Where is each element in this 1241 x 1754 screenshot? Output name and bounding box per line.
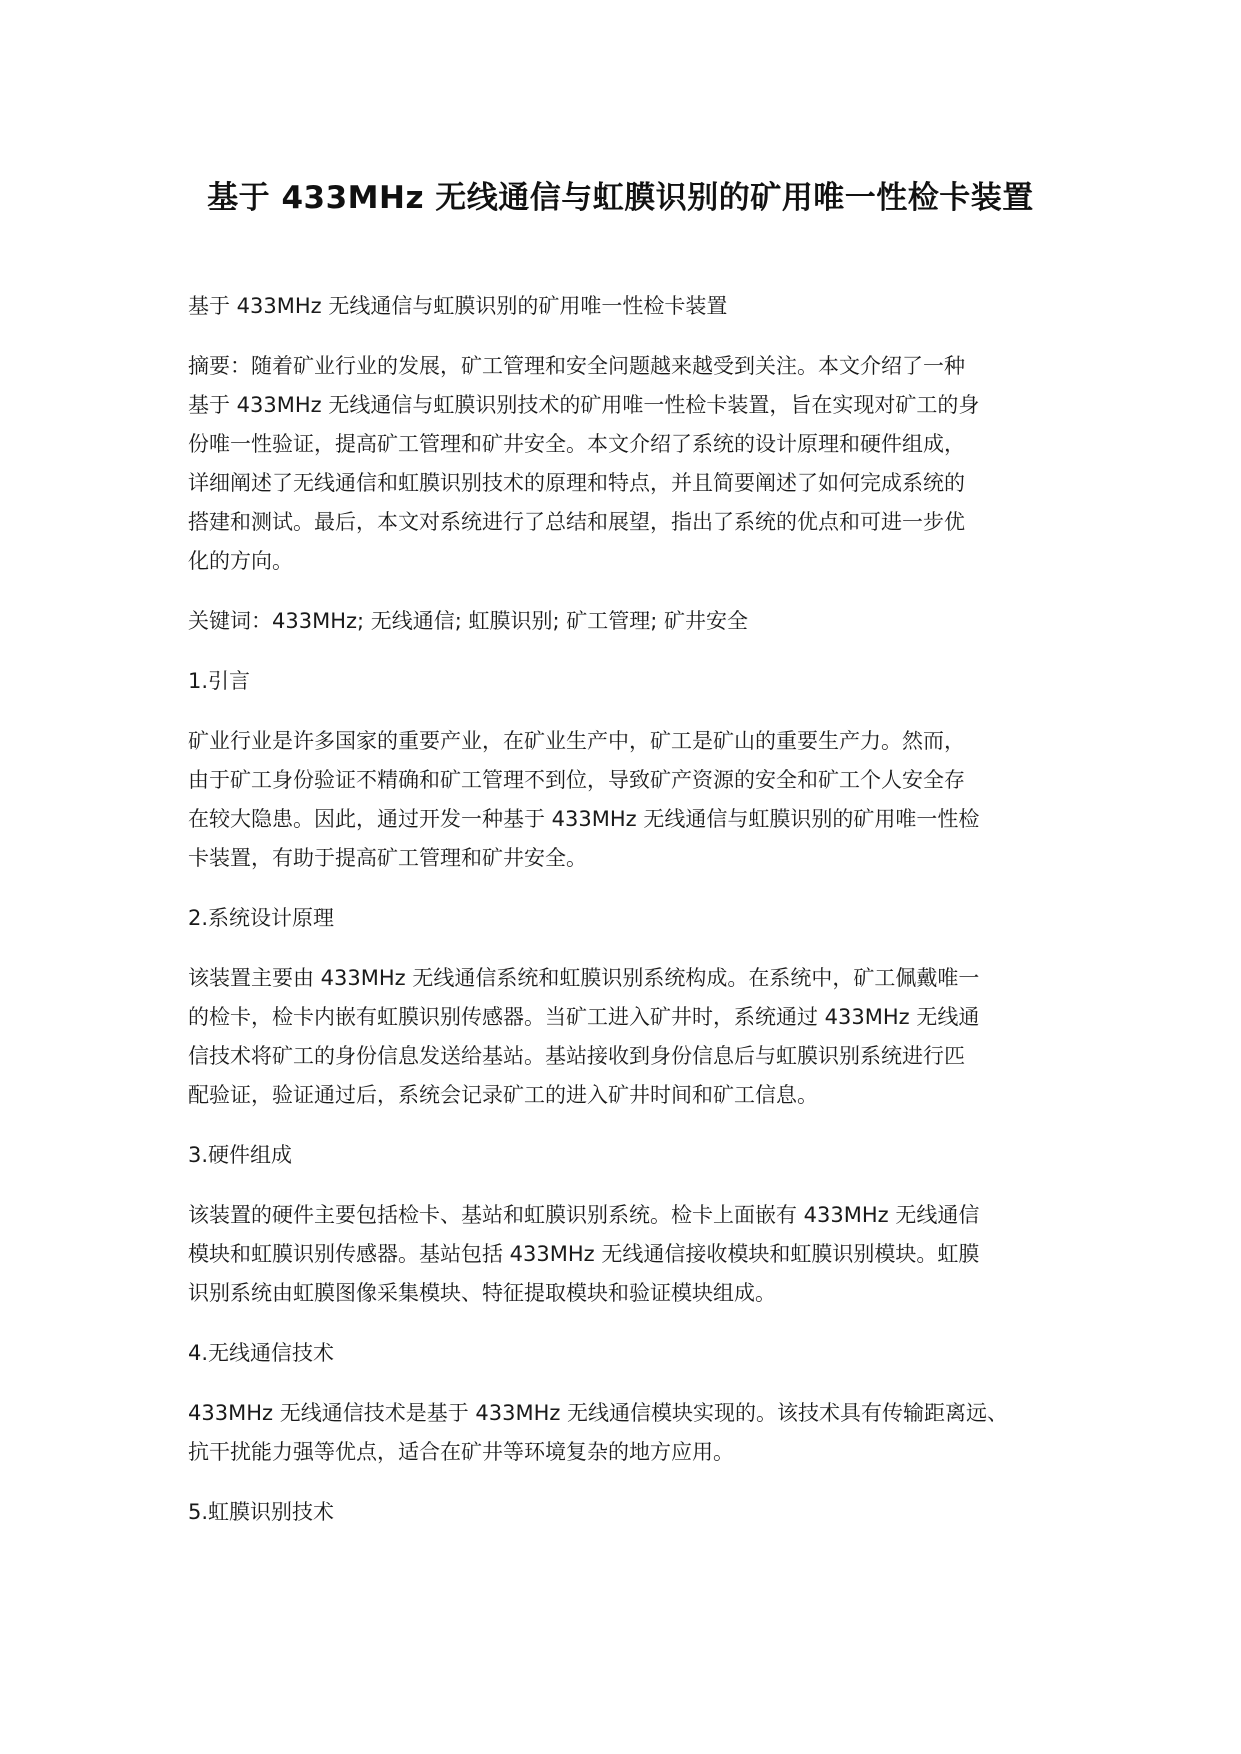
abstract-line: 化的方向。 xyxy=(188,549,293,573)
section-paragraph-wireless xyxy=(188,1394,1053,1472)
section-paragraph-introduction xyxy=(188,722,1053,878)
paragraph-line: 卡装置，有助于提高矿工管理和矿井安全。 xyxy=(188,846,587,870)
section-heading-wireless: 4.无线通信技术 xyxy=(188,1341,335,1365)
paragraph-line: 抗干扰能力强等优点，适合在矿井等环境复杂的地方应用。 xyxy=(188,1440,734,1464)
paragraph-line: 配验证，验证通过后，系统会记录矿工的进入矿井时间和矿工信息。 xyxy=(188,1083,818,1107)
paragraph-line: 由于矿工身份验证不精确和矿工管理不到位，导致矿产资源的安全和矿工个人安全存 xyxy=(188,768,965,792)
abstract-paragraph xyxy=(188,347,1053,581)
paragraph-line: 的检卡，检卡内嵌有虹膜识别传感器。当矿工进入矿井时，系统通过 433MHz 无线通 xyxy=(188,1005,980,1029)
paragraph-line: 信技术将矿工的身份信息发送给基站。基站接收到身份信息后与虹膜识别系统进行匹 xyxy=(188,1044,965,1068)
abstract-line: 摘要：随着矿业行业的发展，矿工管理和安全问题越来越受到关注。本文介绍了一种 xyxy=(188,354,965,378)
section-heading-introduction: 1.引言 xyxy=(188,669,251,693)
document-subtitle: 基于 433MHz 无线通信与虹膜识别的矿用唯一性检卡装置 xyxy=(188,294,728,318)
section-heading-iris: 5.虹膜识别技术 xyxy=(188,1500,335,1524)
section-heading-hardware: 3.硬件组成 xyxy=(188,1143,293,1167)
abstract-line: 份唯一性验证，提高矿工管理和矿井安全。本文介绍了系统的设计原理和硬件组成， xyxy=(188,432,965,456)
paragraph-line: 矿业行业是许多国家的重要产业，在矿业生产中，矿工是矿山的重要生产力。然而， xyxy=(188,729,965,753)
abstract-line: 基于 433MHz 无线通信与虹膜识别技术的矿用唯一性检卡装置，旨在实现对矿工的身 xyxy=(188,393,980,417)
paragraph-line: 在较大隐患。因此，通过开发一种基于 433MHz 无线通信与虹膜识别的矿用唯一性检 xyxy=(188,807,980,831)
abstract-line: 搭建和测试。最后，本文对系统进行了总结和展望，指出了系统的优点和可进一步优 xyxy=(188,510,965,534)
paragraph-line: 识别系统由虹膜图像采集模块、特征提取模块和验证模块组成。 xyxy=(188,1281,776,1305)
paragraph-line: 该装置的硬件主要包括检卡、基站和虹膜识别系统。检卡上面嵌有 433MHz 无线通信 xyxy=(188,1203,980,1227)
document-body xyxy=(188,287,1053,1532)
section-paragraph-design-principle xyxy=(188,959,1053,1115)
abstract-line: 详细阐述了无线通信和虹膜识别技术的原理和特点，并且简要阐述了如何完成系统的 xyxy=(188,471,965,495)
keywords: 关键词：433MHz; 无线通信; 虹膜识别; 矿工管理; 矿井安全 xyxy=(188,609,749,633)
section-heading-design-principle: 2.系统设计原理 xyxy=(188,906,335,930)
paragraph-line: 该装置主要由 433MHz 无线通信系统和虹膜识别系统构成。在系统中，矿工佩戴唯一 xyxy=(188,966,980,990)
paragraph-line: 433MHz 无线通信技术是基于 433MHz 无线通信模块实现的。该技术具有传输距离远、 xyxy=(188,1401,1009,1425)
document-title: 基于 433MHz 无线通信与虹膜识别的矿用唯一性检卡装置 xyxy=(207,180,1034,216)
paragraph-line: 模块和虹膜识别传感器。基站包括 433MHz 无线通信接收模块和虹膜识别模块。虹膜 xyxy=(188,1242,980,1266)
section-paragraph-hardware xyxy=(188,1196,1053,1313)
